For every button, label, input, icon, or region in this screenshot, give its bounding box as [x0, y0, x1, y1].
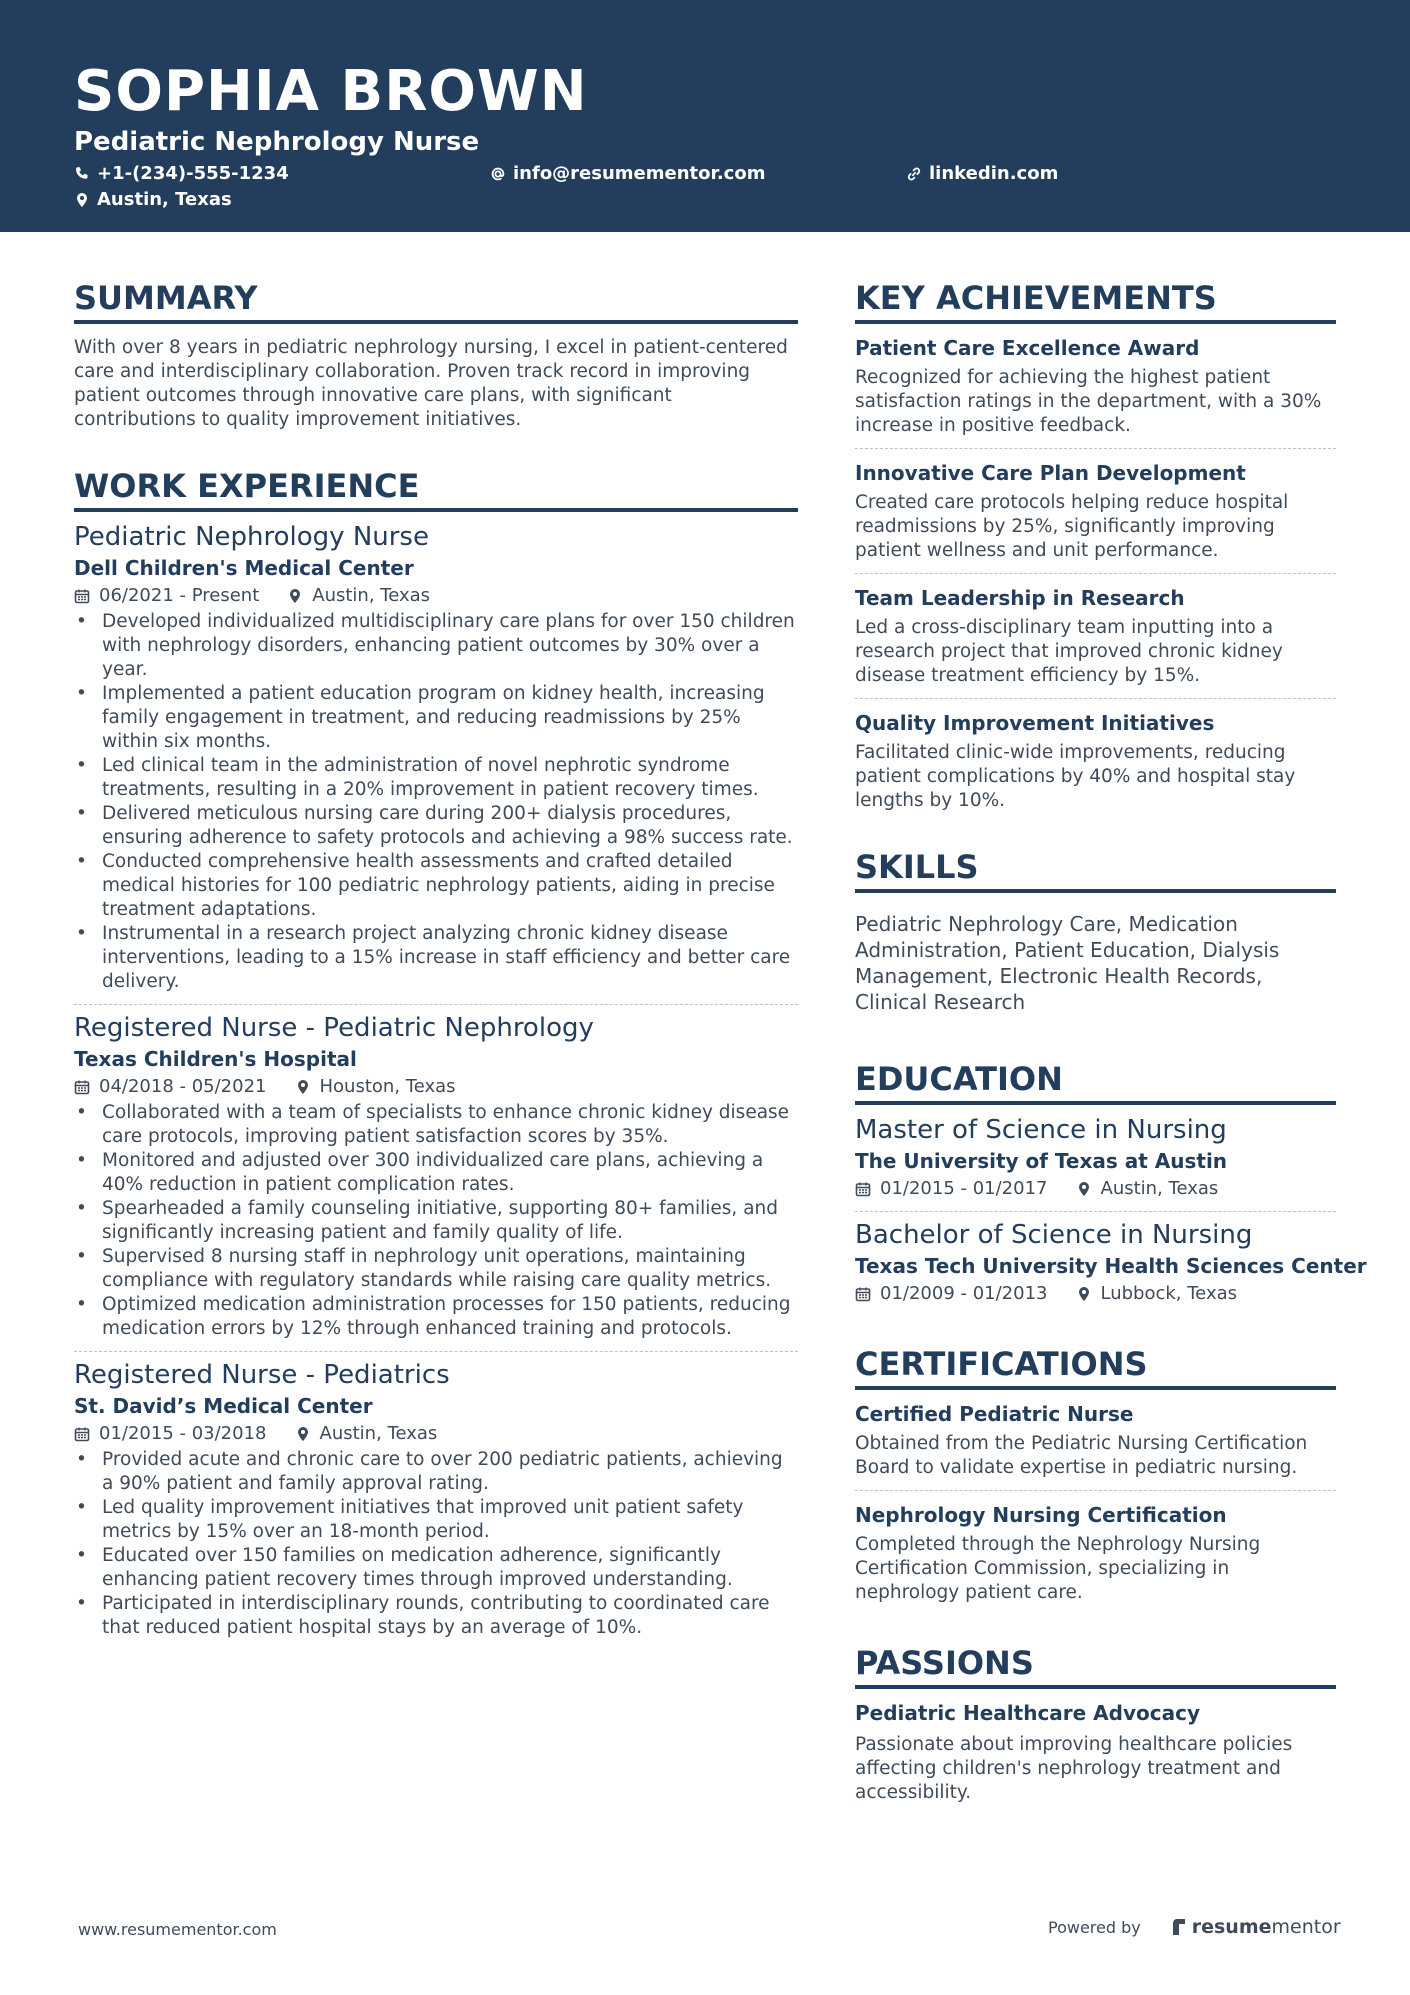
list-item: • Led clinical team in the administration of novel nephrotic syndrome treatments, resulting in a 20% improvement in patient recovery times. — [74, 754, 798, 802]
list-item: • Provided acute and chronic care to over 200 pediatric patients, achieving a 90% patient and family approval rating. — [74, 1448, 798, 1496]
education-location: Austin, Texas — [1100, 1178, 1219, 1199]
certification-item — [855, 1400, 1336, 1480]
section-title-achievements: KEY ACHIEVEMENTS — [855, 279, 1217, 317]
list-item: • Educated over 150 families on medication adherence, significantly enhancing patient recovery times through improved understanding. — [74, 1544, 798, 1592]
location-pin-icon — [287, 588, 303, 604]
list-item: • Participated in interdisciplinary rounds, contributing to coordinated care that reduced patient hospital stays by an average of 10%. — [74, 1592, 798, 1640]
skills-section — [855, 847, 1336, 1015]
school-name: Texas Tech University Health Sciences Center — [855, 1254, 1367, 1278]
achievement-title: Innovative Care Plan Development — [855, 461, 1246, 485]
list-item: • Implemented a patient education program on kidney health, increasing family engagement in treatment, and reducing readmissions by 25% within six months. — [74, 682, 798, 754]
job-meta — [74, 1422, 798, 1446]
achievement-item — [855, 709, 1336, 813]
achievement-title: Team Leadership in Research — [855, 586, 1185, 610]
section-divider — [855, 1685, 1336, 1689]
list-item: • Developed individualized multidisciplinary care plans for over 150 children with nephrology disorders, enhancing patient outcomes by 30% over a year. — [74, 610, 798, 682]
location-pin-icon — [295, 1079, 311, 1095]
calendar-icon — [74, 1426, 90, 1442]
skills-text: Pediatric Nephrology Care, Medication Administration, Patient Education, Dialysis Management, Electronic Health Records, Clinical Research — [855, 912, 1280, 1014]
job-company: Texas Children's Hospital — [74, 1047, 357, 1071]
email-text: info@resumementor.com — [513, 163, 766, 184]
list-item: • Collaborated with a team of specialists to enhance chronic kidney disease care protocols, improving patient satisfaction scores by 35%. — [74, 1101, 798, 1149]
certification-title: Certified Pediatric Nurse — [855, 1402, 1134, 1426]
section-divider — [855, 1386, 1336, 1390]
powered-by-text: Powered by — [1048, 1917, 1141, 1937]
entry-divider — [855, 573, 1336, 574]
achievements-section — [855, 278, 1336, 813]
job-company: Dell Children's Medical Center — [74, 556, 414, 580]
brand-light-text: mentor — [1271, 1916, 1341, 1938]
job-entry — [74, 1011, 798, 1341]
location-pin-icon — [74, 192, 90, 208]
certification-text: Obtained from the Pediatric Nursing Certification Board to validate expertise in pediatric nursing. — [855, 1433, 1308, 1478]
summary-text: With over 8 years in pediatric nephrology nursing, I excel in patient-centered care and interdisciplinary collaboration. Proven track record in improving patient outcomes through innovative care plans, with significant contributions to quality improvement initiatives. — [74, 337, 788, 430]
job-dates: 06/2021 - Present — [99, 585, 260, 606]
section-title-summary: SUMMARY — [74, 279, 258, 317]
degree-title: Bachelor of Science in Nursing — [855, 1220, 1253, 1250]
section-divider — [74, 508, 798, 512]
education-location: Lubbock, Texas — [1100, 1283, 1238, 1304]
phone-text: +1-(234)-555-1234 — [97, 163, 289, 184]
certification-item — [855, 1501, 1336, 1605]
list-item: • Optimized medication administration processes for 150 patients, reducing medication errors by 12% through enhanced training and protocols. — [74, 1293, 798, 1341]
education-dates: 01/2009 - 01/2013 — [880, 1283, 1048, 1304]
resume-header — [0, 0, 1410, 232]
achievement-text: Created care protocols helping reduce hospital readmissions by 25%, significantly improving patient wellness and unit performance. — [855, 492, 1289, 561]
achievement-title: Patient Care Excellence Award — [855, 336, 1200, 360]
job-title: Pediatric Nephrology Nurse — [74, 522, 429, 552]
passion-text: Passionate about improving healthcare policies affecting children's nephrology treatment and accessibility. — [855, 1734, 1293, 1803]
section-title-certifications: CERTIFICATIONS — [855, 1345, 1148, 1383]
degree-title: Master of Science in Nursing — [855, 1115, 1227, 1145]
entry-divider — [855, 448, 1336, 449]
certification-text: Completed through the Nephrology Nursing Certification Commission, specializing in nephrology patient care. — [855, 1534, 1261, 1603]
job-title: Registered Nurse - Pediatric Nephrology — [74, 1013, 594, 1043]
entry-divider — [74, 1004, 798, 1005]
resumementor-logo-icon — [1171, 1917, 1187, 1937]
section-divider — [855, 320, 1336, 324]
at-icon — [490, 166, 506, 182]
location-pin-icon — [1076, 1181, 1092, 1197]
calendar-icon — [74, 1079, 90, 1095]
education-entry — [855, 1113, 1336, 1201]
location-text: Austin, Texas — [97, 189, 232, 210]
contact-email[interactable] — [490, 163, 765, 185]
job-title: Registered Nurse - Pediatrics — [74, 1360, 450, 1390]
list-item: • Monitored and adjusted over 300 individualized care plans, achieving a 40% reduction in patient complication rates. — [74, 1149, 798, 1197]
link-icon — [906, 166, 922, 182]
entry-divider — [855, 1211, 1336, 1212]
passion-title: Pediatric Healthcare Advocacy — [855, 1701, 1200, 1725]
job-meta — [74, 1075, 798, 1099]
entry-divider — [855, 698, 1336, 699]
contact-linkedin[interactable] — [906, 163, 1058, 185]
achievement-item — [855, 334, 1336, 438]
passion-item — [855, 1699, 1336, 1805]
job-entry — [74, 1358, 798, 1640]
job-meta — [74, 584, 798, 608]
job-dates: 01/2015 - 03/2018 — [99, 1423, 267, 1444]
passions-section — [855, 1643, 1336, 1805]
entry-divider — [855, 1490, 1336, 1491]
education-meta — [855, 1282, 1336, 1306]
job-entry — [74, 520, 798, 994]
location-pin-icon — [295, 1426, 311, 1442]
section-title-education: EDUCATION — [855, 1060, 1063, 1098]
list-item: • Instrumental in a research project analyzing chronic kidney disease interventions, leading to a 15% increase in staff efficiency and better care delivery. — [74, 922, 798, 994]
section-title-passions: PASSIONS — [855, 1644, 1034, 1682]
education-dates: 01/2015 - 01/2017 — [880, 1178, 1048, 1199]
footer-powered — [1048, 1916, 1341, 1938]
right-column — [855, 278, 1367, 1805]
job-location: Houston, Texas — [319, 1076, 456, 1097]
list-item: • Spearheaded a family counseling initiative, supporting 80+ families, and significantly increasing patient and family quality of life. — [74, 1197, 798, 1245]
education-meta — [855, 1177, 1336, 1201]
achievement-text: Recognized for achieving the highest patient satisfaction ratings in the department, with a 30% increase in positive feedback. — [855, 367, 1322, 436]
calendar-icon — [74, 588, 90, 604]
left-column — [74, 278, 798, 1640]
experience-section — [74, 466, 798, 1640]
phone-icon — [74, 166, 90, 182]
school-name: The University of Texas at Austin — [855, 1149, 1228, 1173]
section-divider — [855, 1101, 1336, 1105]
summary-section — [74, 278, 798, 432]
job-bullets — [74, 610, 798, 994]
section-title-skills: SKILLS — [855, 848, 979, 886]
achievement-text: Facilitated clinic-wide improvements, reducing patient complications by 40% and hospital stay lengths by 10%. — [855, 742, 1296, 811]
footer-website[interactable]: www.resumementor.com — [78, 1920, 277, 1939]
job-dates: 04/2018 - 05/2021 — [99, 1076, 267, 1097]
candidate-name: SOPHIA BROWN — [74, 59, 588, 124]
achievement-text: Led a cross-disciplinary team inputting into a research project that improved chronic kidney disease treatment efficiency by 15%. — [855, 617, 1283, 686]
education-entry — [855, 1218, 1367, 1306]
certifications-section — [855, 1344, 1336, 1605]
achievement-item — [855, 459, 1336, 563]
calendar-icon — [855, 1286, 871, 1302]
job-location: Austin, Texas — [319, 1423, 438, 1444]
section-divider — [855, 889, 1336, 893]
linkedin-text: linkedin.com — [929, 163, 1059, 184]
list-item: • Delivered meticulous nursing care during 200+ dialysis procedures, ensuring adherence to safety protocols and achieving a 98% success rate. — [74, 802, 798, 850]
list-item: • Conducted comprehensive health assessments and crafted detailed medical histories for 100 pediatric nephrology patients, aiding in precise treatment adaptations. — [74, 850, 798, 922]
candidate-title: Pediatric Nephrology Nurse — [74, 127, 480, 157]
job-bullets — [74, 1448, 798, 1640]
entry-divider — [74, 1351, 798, 1352]
job-location: Austin, Texas — [312, 585, 431, 606]
list-item: • Supervised 8 nursing staff in nephrology unit operations, maintaining compliance with regulatory standards while raising care quality metrics. — [74, 1245, 798, 1293]
job-bullets — [74, 1101, 798, 1341]
achievement-title: Quality Improvement Initiatives — [855, 711, 1215, 735]
achievement-item — [855, 584, 1336, 688]
brand-logo[interactable] — [1171, 1916, 1341, 1938]
calendar-icon — [855, 1181, 871, 1197]
contact-location — [74, 189, 232, 211]
job-company: St. David’s Medical Center — [74, 1394, 373, 1418]
section-divider — [74, 320, 798, 324]
location-pin-icon — [1076, 1286, 1092, 1302]
contact-phone[interactable] — [74, 163, 289, 185]
section-title-experience: WORK EXPERIENCE — [74, 467, 420, 505]
list-item: • Led quality improvement initiatives that improved unit patient safety metrics by 15% over an 18-month period. — [74, 1496, 798, 1544]
education-section — [855, 1059, 1367, 1306]
brand-bold-text: resume — [1191, 1916, 1272, 1938]
certification-title: Nephrology Nursing Certification — [855, 1503, 1227, 1527]
